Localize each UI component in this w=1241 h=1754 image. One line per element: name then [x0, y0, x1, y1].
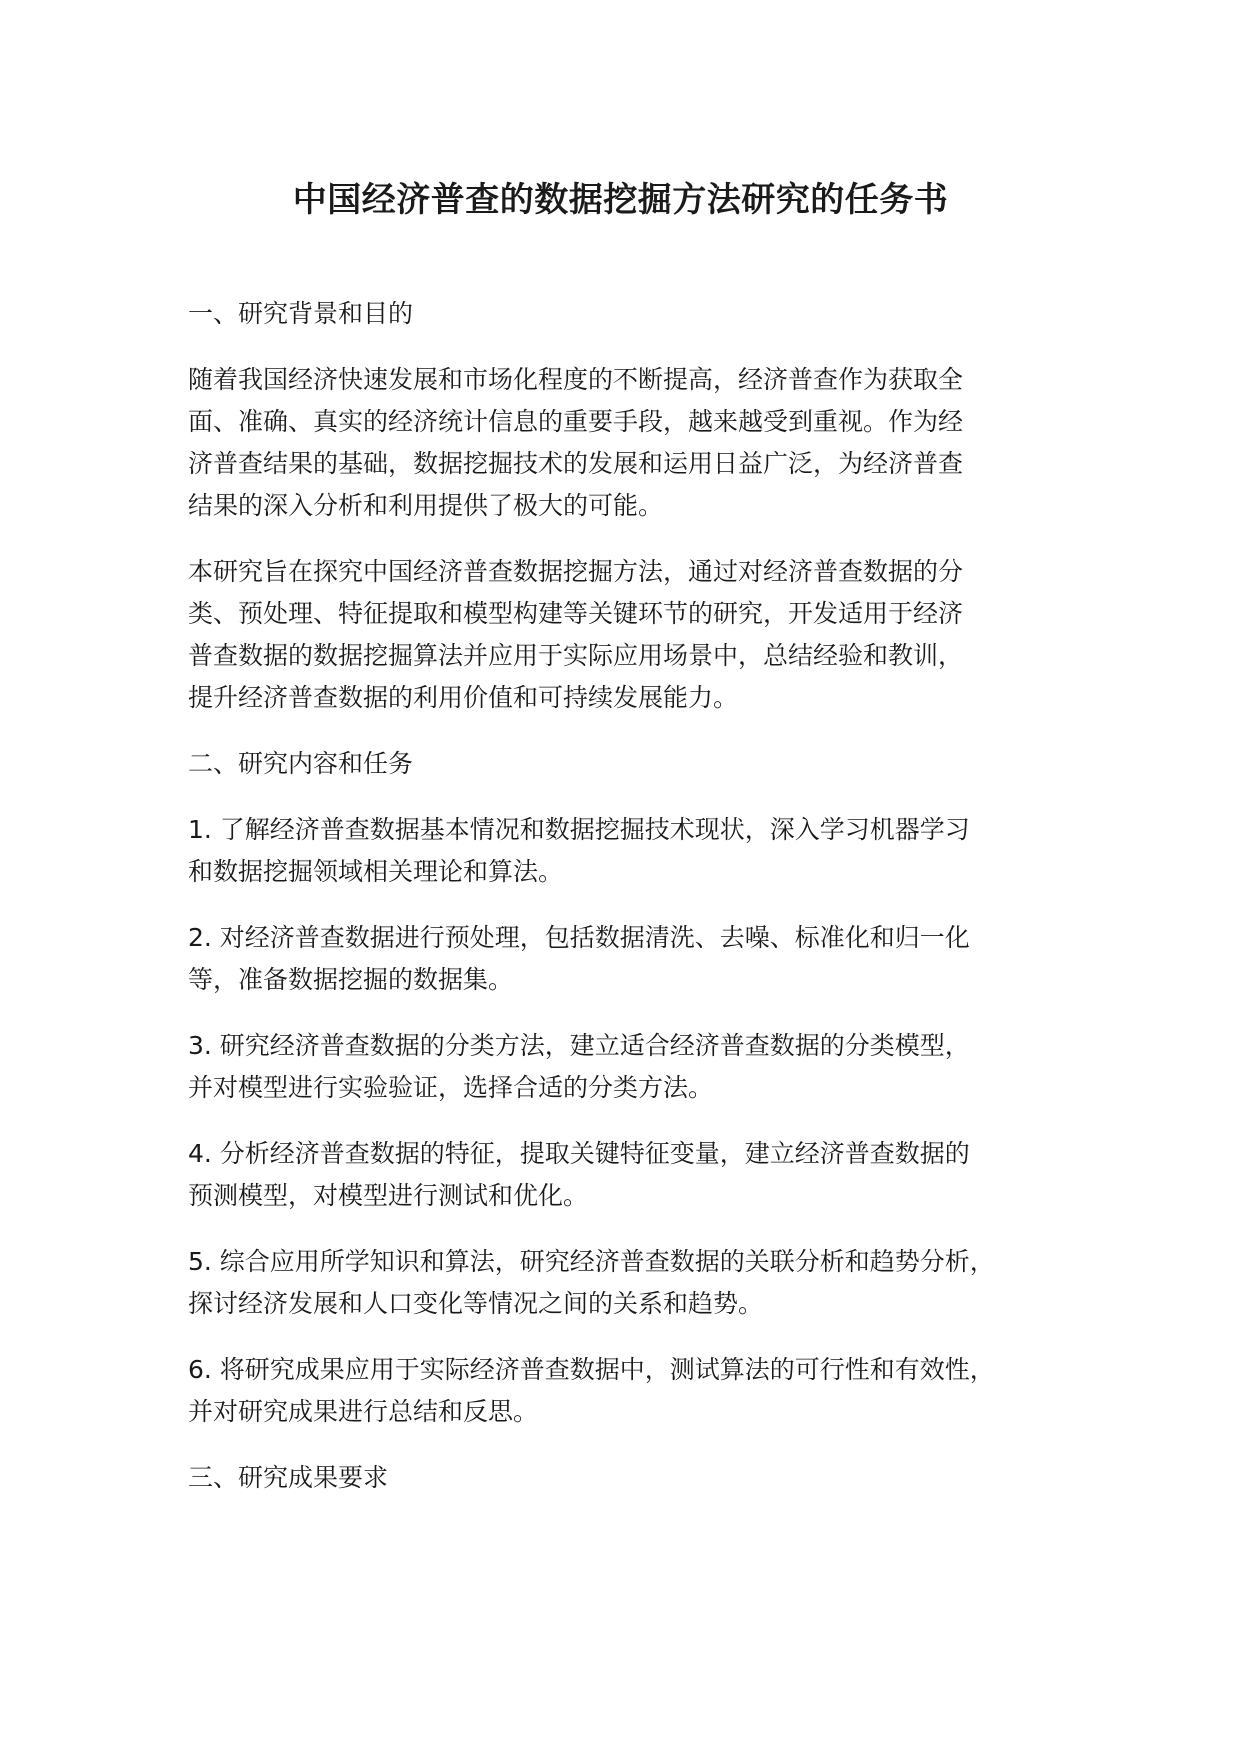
- text-line: 并对模型进行实验验证，选择合适的分类方法。: [188, 1073, 714, 1102]
- text-line: 济普查结果的基础，数据挖掘技术的发展和运用日益广泛，为经济普查: [188, 449, 964, 478]
- task-item-2: [188, 917, 1068, 1001]
- text-line: 随着我国经济快速发展和市场化程度的不断提高，经济普查作为获取全: [188, 365, 964, 394]
- text-line: 二、研究内容和任务: [188, 749, 414, 778]
- text-line: 并对研究成果进行总结和反思。: [188, 1397, 539, 1426]
- text-line: 类、预处理、特征提取和模型构建等关键环节的研究，开发适用于经济: [188, 599, 964, 628]
- task-item-5: [188, 1241, 1068, 1325]
- text-line: 1. 了解经济普查数据基本情况和数据挖掘技术现状，深入学习机器学习: [188, 815, 970, 844]
- text-line: 2. 对经济普查数据进行预处理，包括数据清洗、去噪、标准化和归一化: [188, 923, 970, 952]
- text-line: 本研究旨在探究中国经济普查数据挖掘方法，通过对经济普查数据的分: [188, 557, 964, 586]
- text-line: 结果的深入分析和利用提供了极大的可能。: [188, 491, 664, 520]
- text-line: 5. 综合应用所学知识和算法，研究经济普查数据的关联分析和趋势分析，: [188, 1247, 995, 1276]
- text-line: 等，准备数据挖掘的数据集。: [188, 965, 514, 994]
- text-line: 3. 研究经济普查数据的分类方法，建立适合经济普查数据的分类模型，: [188, 1031, 970, 1060]
- text-line: 一、研究背景和目的: [188, 299, 414, 328]
- paragraph-purpose: [188, 551, 1068, 719]
- text-line: 4. 分析经济普查数据的特征，提取关键特征变量，建立经济普查数据的: [188, 1139, 970, 1168]
- task-item-6: [188, 1349, 1068, 1433]
- text-line: 6. 将研究成果应用于实际经济普查数据中，测试算法的可行性和有效性，: [188, 1355, 995, 1384]
- document-title: 中国经济普查的数据挖掘方法研究的任务书: [292, 180, 949, 220]
- text-line: 面、准确、真实的经济统计信息的重要手段，越来越受到重视。作为经: [188, 407, 964, 436]
- text-line: 和数据挖掘领域相关理论和算法。: [188, 857, 564, 886]
- paragraph-background: [188, 359, 1068, 527]
- section-heading-3: [188, 1457, 1068, 1499]
- task-item-3: [188, 1025, 1068, 1109]
- text-line: 普查数据的数据挖掘算法并应用于实际应用场景中，总结经验和教训，: [188, 641, 964, 670]
- section-heading-2: [188, 743, 1068, 785]
- text-line: 提升经济普查数据的利用价值和可持续发展能力。: [188, 683, 739, 712]
- section-heading-1: [188, 293, 1068, 335]
- task-item-1: [188, 809, 1068, 893]
- task-item-4: [188, 1133, 1068, 1217]
- text-line: 探讨经济发展和人口变化等情况之间的关系和趋势。: [188, 1289, 764, 1318]
- text-line: 预测模型，对模型进行测试和优化。: [188, 1181, 589, 1210]
- text-line: 三、研究成果要求: [188, 1463, 389, 1492]
- document-body: [188, 293, 1068, 1523]
